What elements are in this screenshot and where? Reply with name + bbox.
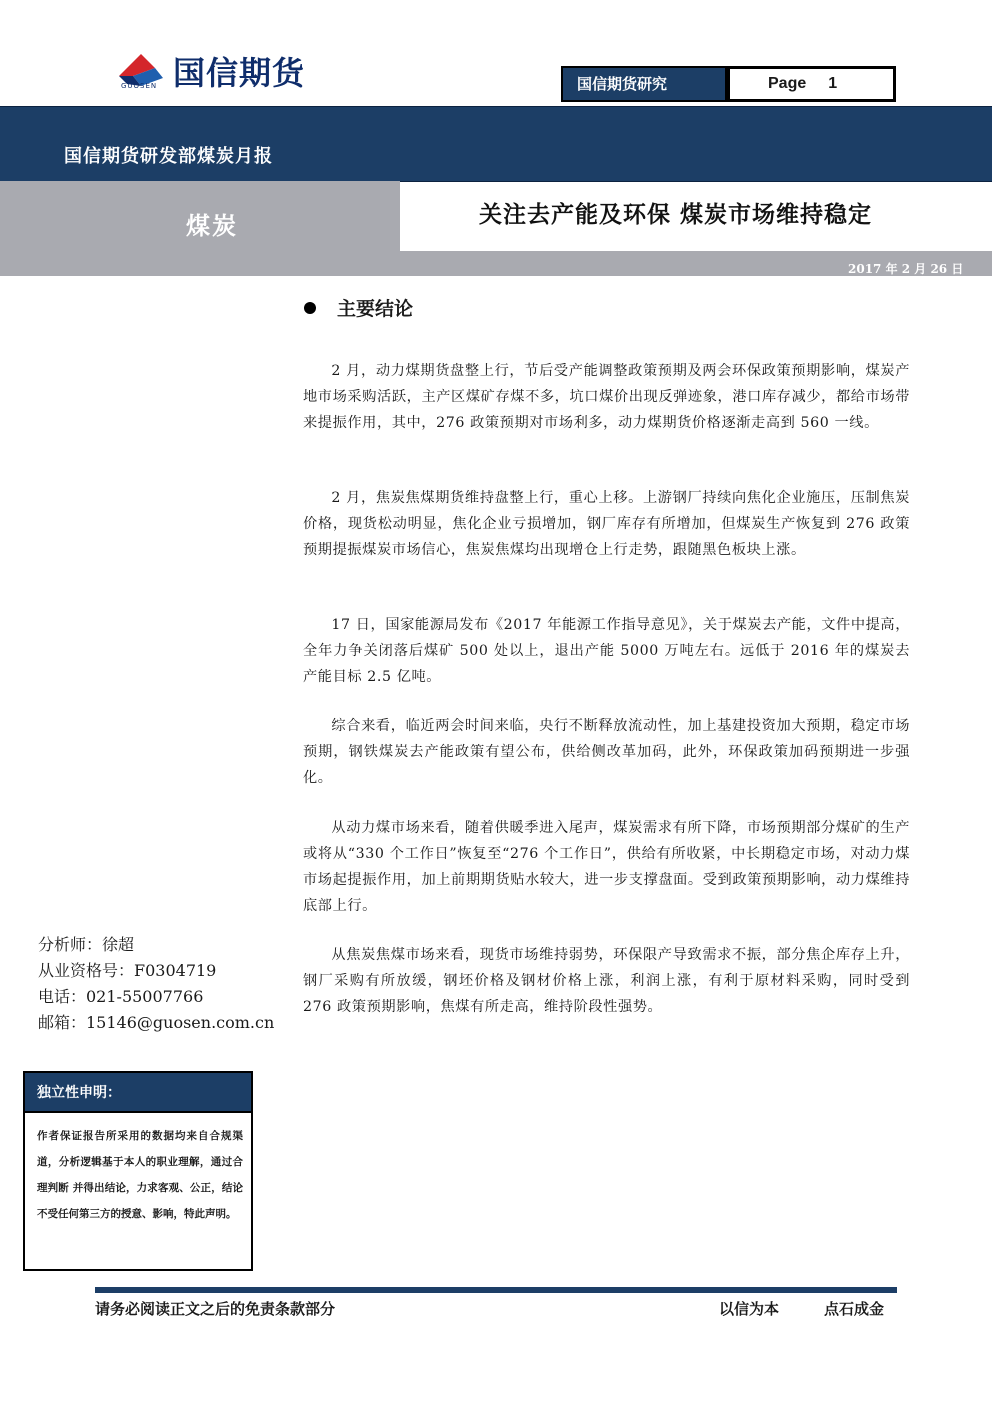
report-band [0, 106, 992, 182]
page-indicator [727, 66, 896, 102]
footer-slogan-1: 以信为本 [719, 1300, 780, 1318]
department-label: 国信期货研究 [561, 66, 727, 102]
analyst-license: 从业资格号：F0304719 [38, 961, 217, 980]
section-title: 主要结论 [337, 298, 414, 320]
body-paragraph: 从动力煤市场来看，随着供暖季进入尾声，煤炭需求有所下降，市场预期部分煤矿的生产或将从“330 个工作日”恢复至“276 个工作日”，供给有所收紧，中长期稳定市场，对动力煤市场起提振作用，加上前期期货贴水较大，进一步支撑盘面。受到政策预期影响，动力煤维持底部上行。 [303, 820, 910, 914]
statement-title: 独立性申明： [25, 1073, 251, 1113]
report-date: 2017 年 2 月 26 日 [848, 262, 964, 276]
independence-statement [23, 1071, 253, 1271]
body-paragraph: 2 月，焦炭焦煤期货维持盘整上行，重心上移。上游钢厂持续向焦化企业施压，压制焦炭价格，现货松动明显，焦化企业亏损增加，钢厂库存有所增加，但煤炭生产恢复到 276 政策预期提振煤炭市场信心，焦炭焦煤均出现增仓上行走势，跟随黑色板块上涨。 [303, 490, 910, 558]
bullet-icon [304, 302, 316, 314]
sector-label: 煤炭 [186, 211, 238, 240]
body-paragraph: 综合来看，临近两会时间来临，央行不断释放流动性，加上基建投资加大预期，稳定市场预期，钢铁煤炭去产能政策有望公布，供给侧改革加码，此外，环保政策加码预期进一步强化。 [303, 718, 910, 786]
footer-notice: 请务必阅读正文之后的免责条款部分 [95, 1300, 336, 1318]
body-paragraph: 从焦炭焦煤市场来看，现货市场维持弱势，环保限产导致需求不振，部分焦企库存上升，钢厂采购有所放缓，钢坯价格及钢材价格上涨，利润上涨，有利于原材料采购，同时受到 276 政策预期影响，焦煤有所走高，维持阶段性强势。 [303, 947, 910, 1015]
analyst-phone: 电话：021-55007766 [38, 987, 204, 1006]
page-label: Page [768, 75, 807, 92]
analyst-email: 邮箱：15146@guosen.com.cn [38, 1013, 275, 1032]
analyst-name: 分析师：徐超 [38, 935, 135, 954]
report-series-title: 国信期货研发部煤炭月报 [64, 146, 273, 167]
page-number: 1 [828, 75, 838, 92]
statement-body: 作者保证报告所采用的数据均来自合规渠道，分析逻辑基于本人的职业理解，通过合理判断 并得出结论，力求客观、公正，结论不受任何第三方的授意、影响，特此声明。 [37, 1130, 243, 1220]
body-paragraph: 17 日，国家能源局发布《2017 年能源工作指导意见》，关于煤炭去产能，文件中提高，全年力争关闭落后煤矿 500 处以上，退出产能 5000 万吨左右。远低于 2016 年的煤炭去产能目标 2.5 亿吨。 [303, 617, 910, 685]
footer-divider [95, 1287, 897, 1293]
report-headline: 关注去产能及环保 煤炭市场维持稳定 [479, 201, 873, 228]
date-strip [0, 262, 992, 276]
company-logo [115, 46, 355, 96]
logo-subtext: GUOSEN [121, 82, 158, 90]
analyst-info [38, 932, 274, 1036]
body-paragraph: 2 月，动力煤期货盘整上行，节后受产能调整政策预期及两会环保政策预期影响，煤炭产地市场采购活跃，主产区煤矿存煤不多，坑口煤价出现反弹迹象，港口库存减少，都给市场带来提振作用，其中，276 政策预期对市场利多，动力煤期货价格逐渐走高到 560 一线。 [303, 363, 910, 431]
banner-divider [400, 251, 992, 262]
footer-slogan-2: 点石成金 [824, 1300, 885, 1318]
logo-text: 国信期货 [173, 54, 306, 92]
